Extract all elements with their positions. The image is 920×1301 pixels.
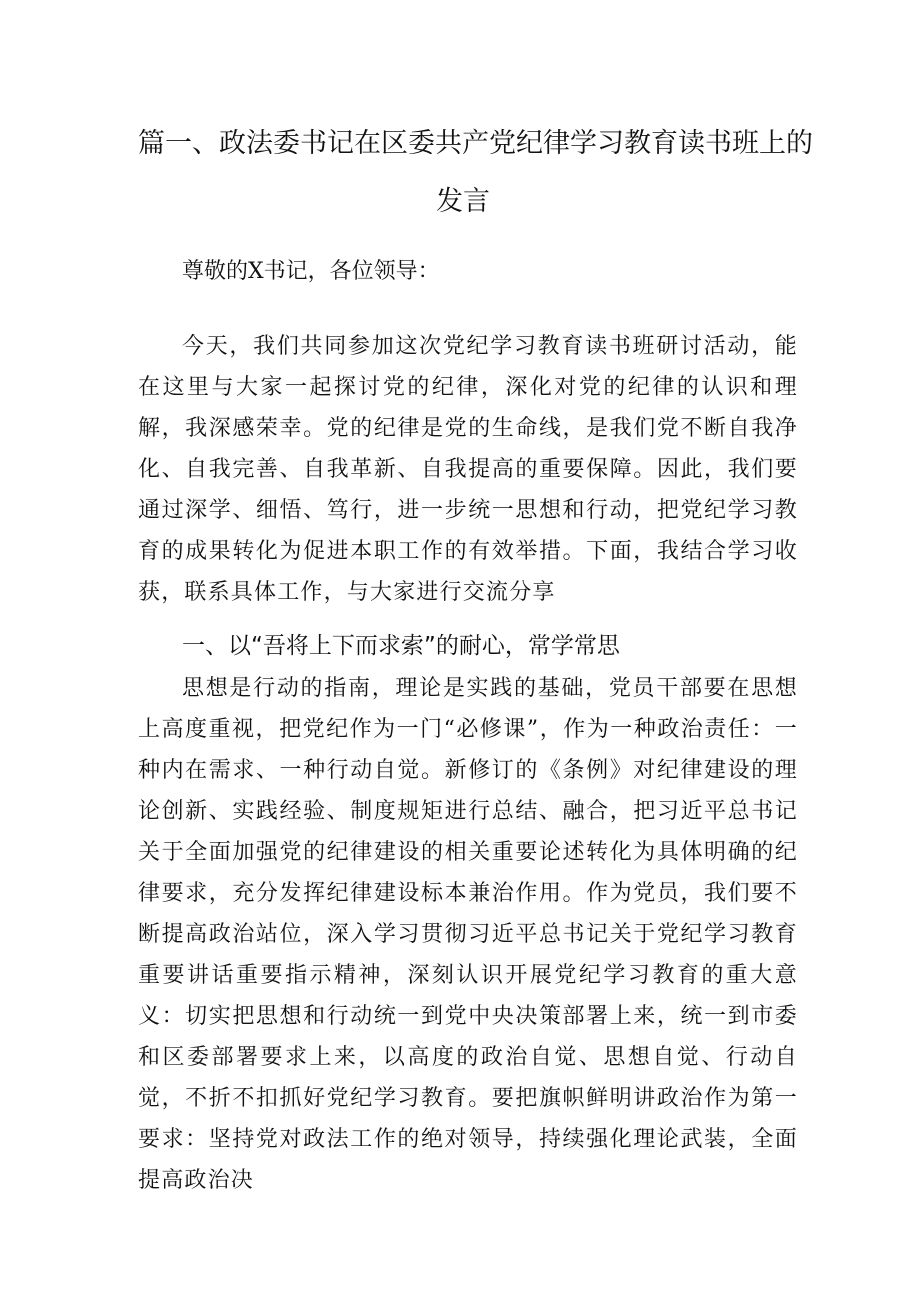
paragraph-intro: 今天，我们共同参加这次党纪学习教育读书班研讨活动，能在这里与大家一起探讨党的纪律，深化对党的纪律的认识和理解，我深感荣幸。党的纪律是党的生命线，是我们党不断自我净化、自我完善、自我革新、自我提高的重要保障。因此，我们要通过深学、细悟、笃行，进一步统一思想和行动，把党纪学习教育的成果转化为促进本职工作的有效举措。下面，我结合学习收获，联系具体工作，与大家进行交流分享	[138, 334, 798, 605]
section-heading-1: 一、以“吾将上下而求索”的耐心，常学常思	[182, 633, 620, 659]
document-title-line1: 篇一、政法委书记在区委共产党纪律学习教育读书班上的	[138, 128, 813, 159]
document-title-line2: 发言	[436, 186, 490, 217]
paragraph-section-1: 思想是行动的指南，理论是实践的基础，党员干部要在思想上高度重视，把党纪作为一门“必修课”，作为一种政治责任：一种内在需求、一种行动自觉。新修订的《条例》对纪律建设的理论创新、实践经验、制度规矩进行总结、融合，把习近平总书记关于全面加强党的纪律建设的相关重要论述转化为具体明确的纪律要求，充分发挥纪律建设标本兼治作用。作为党员，我们要不断提高政治站位，深入学习贯彻习近平总书记关于党纪学习教育重要讲话重要指示精神，深刻认识开展党纪学习教育的重大意义：切实把思想和行动统一到党中央决策部署上来，统一到市委和区委部署要求上来，以高度的政治自觉、思想自觉、行动自觉，不折不扣抓好党纪学习教育。要把旗帜鲜明讲政治作为第一要求：坚持党对政法工作的绝对领导，持续强化理论武装，全面提高政治决	[138, 676, 798, 1193]
salutation: 尊敬的X书记，各位领导：	[182, 259, 440, 284]
